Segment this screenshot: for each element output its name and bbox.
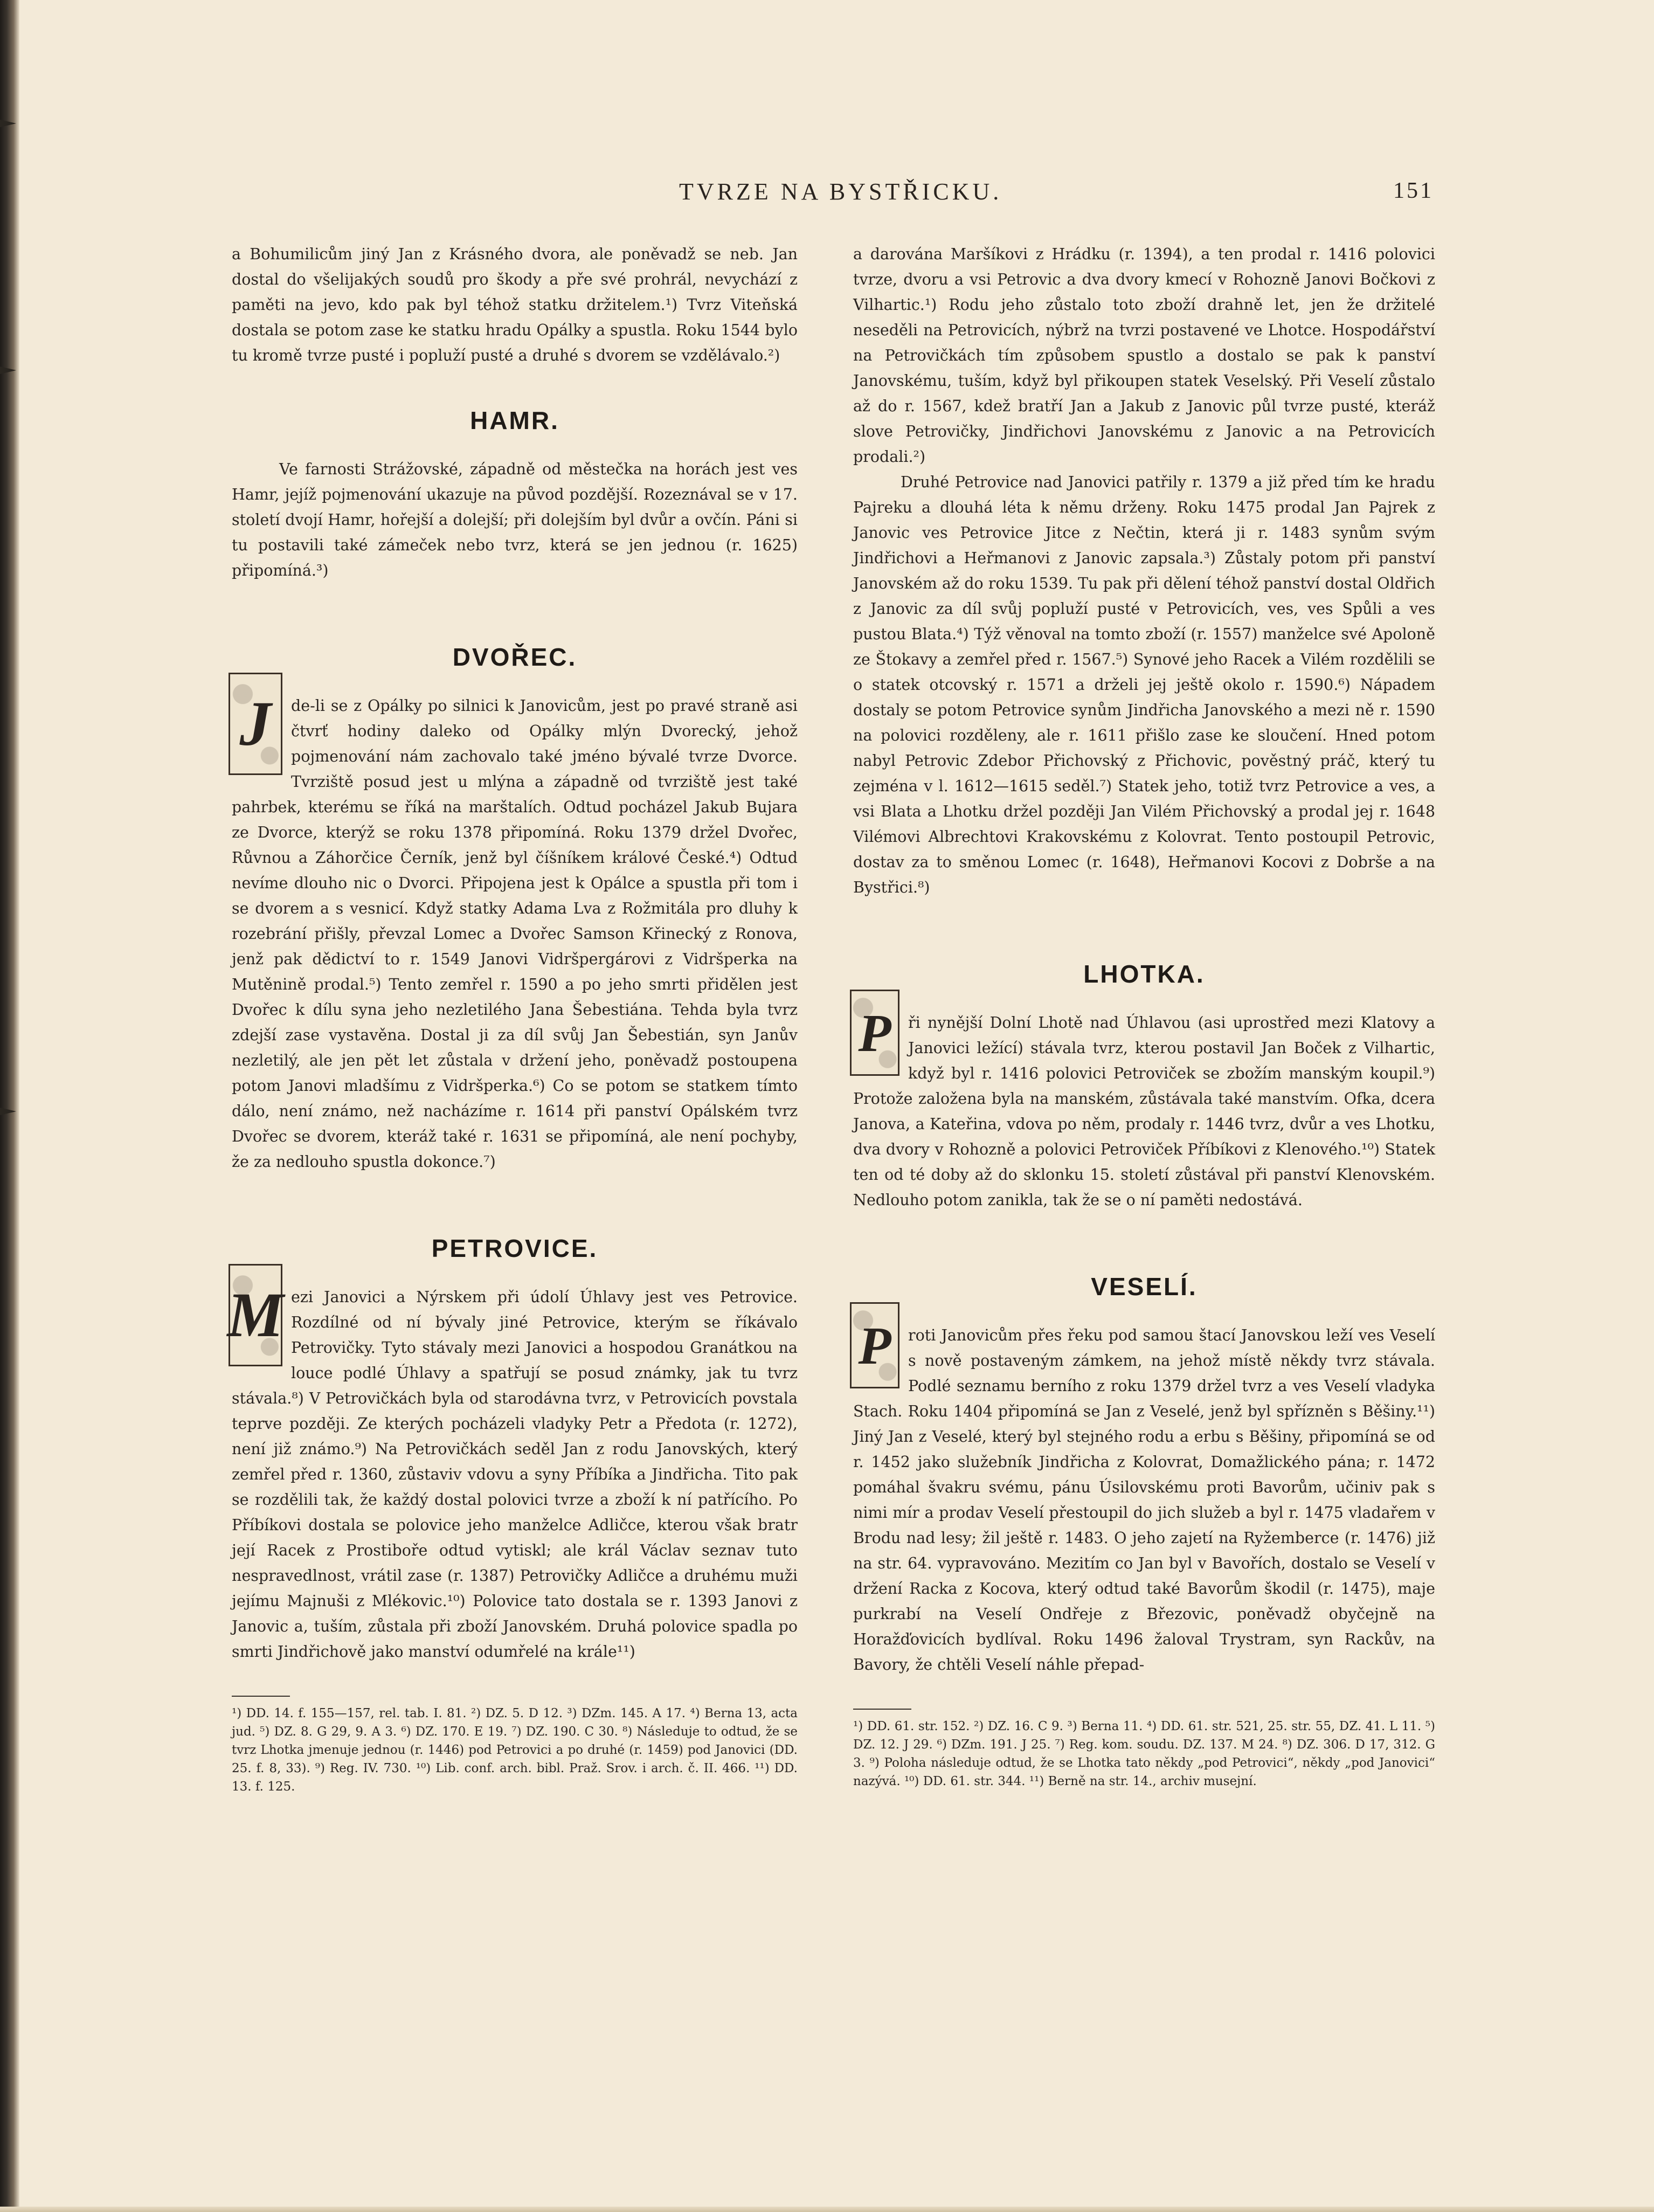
ornamental-initial: J [229,673,282,775]
footnote-rule [853,1709,911,1710]
running-title: TVRZE NA BYSTŘICKU. [679,178,1002,205]
section-heading-veseli: VESELÍ. [1091,1273,1198,1301]
veseli-paragraph: roti Janovicům přes řeku pod samou štací Janovskou leží ves Veselí s nově postaveným zámkem, na jehož místě někdy tvrz stávala. Podlé seznamu berního z roku 1379 držel tvrz a ves Veselí vladyka Stach. Roku 1404 připomíná se Jan z Veselé, jenž byl spřízněn s Běšiny.¹¹) Jiný Jan z Veselé, který byl stejného rodu a erbu s Běšiny, připomíná se od r. 1452 jako služebník Jindřicha z Kolovrat, Domažlického pána; r. 1472 pomáhal švakru svému, pánu Úsilovskému proti Bavorům, učiniv pak s nimi mír a prodav Veselí přestoupil do jich služeb a byl r. 1475 vladařem v Brodu nad lesy; žil ještě r. 1483. O jeho zajetí na Ryžemberce (r. 1476) již na str. 64. vypravováno. Mezitím co Jan byl v Bavořích, dostalo se Veselí v držení Racka z Kocova, který odtud také Bavorům škodil (r. 1475), maje purkrabí na Veselí Ondřeje z Březovic, poněvadž obyčejně na Horažďovicích bydlíval. Roku 1496 žaloval Trystram, syn Rackův, na Bavory, že chtěli Veselí náhle přepad- [853,1326,1435,1674]
section-spacer [853,900,1435,959]
ornamental-initial: M [229,1264,282,1366]
section-heading-hamr: HAMR. [470,406,559,434]
footnotes-right [853,1717,1435,1791]
section-heading-dvorec: DVOŘEC. [452,643,577,671]
intro-paragraph: a Bohumilicům jiný Jan z Krásného dvora, ale poněvadž se neb. Jan dostal do všelijakých soudů pro škody a pře své prohrál, nevychází z paměti na jevo, kdo pak byl téhož statku držitelem.¹) Tvrz Viteňská dostala se potom zase ke statku hradu Opálky a spustla. Roku 1544 bylo tu kromě tvrze pusté i popluží pusté a druhé s dvorem se vzdělávalo.²) [232,245,798,364]
right-column [853,241,1435,1791]
page-header [237,171,1434,209]
section-heading-lhotka: LHOTKA. [1083,960,1205,988]
veseli-section [853,1315,1435,1677]
lhotka-section [853,1003,1435,1213]
continuation-paragraph: a darována Maršíkovi z Hrádku (r. 1394), a ten prodal r. 1416 polovici tvrze, dvoru a vsi Petrovic a dva dvory kmecí v Rohozně Janovi Bočkovi z Vilhartic.¹) Rodu jeho zůstalo toto zboží drahně let, jen že držitelé neseděli na Petrovicích, nýbrž na tvrzi postavené ve Lhotce. Hospodářství na Petrovičkách tím způsobem spustlo a dostalo se pak k panství Janovskému, tuším, když byl přikoupen statek Veselský. Při Veselí zůstalo až do r. 1567, kdež bratří Jan a Jakub z Janovic půl tvrze pusté, kteráž slove Petrovičky, Jindřichovi Janovskému z Janovic a na Petrovicích prodali.²) [853,245,1435,466]
hamr-paragraph: Ve farnosti Strážovské, západně od městečka na horách jest ves Hamr, jejíž pojmenování ukazuje na původ pozdější. Rozeznával se v 17. století dvojí Hamr, hořejší a dolejší; při dolejším byl dvůr a ovčín. Páni si tu postavili také zámeček nebo tvrz, která se jen jednou (r. 1625) připomíná.³) [232,460,798,579]
page-binding-edge [0,0,19,2212]
footnotes-text: ¹) DD. 61. str. 152. ²) DZ. 16. C 9. ³) Berna 11. ⁴) DD. 61. str. 521, 25. str. 55, DZ. 41. L 11. ⁵) DZ. 12. J 29. ⁶) DZm. 191. J 25. ⁷) Reg. kom. soudu. DZ. 137. M 24. ⁸) DZ. 306. D 17, 312. G 3. ⁹) Poloha následuje odtud, že se Lhotka tato někdy „pod Petrovici“, někdy „pod Janovici“ nazývá. ¹⁰) DD. 61. str. 344. ¹¹) Berně na str. 14., archiv musejní. [853,1719,1435,1788]
footnotes-text: ¹) DD. 14. f. 155—157, rel. tab. I. 81. ²) DZ. 5. D 12. ³) DZm. 145. A 17. ⁴) Berna 13, acta jud. ⁵) DZ. 8. G 29, 9. A 3. ⁶) DZ. 170. E 19. ⁷) DZ. 190. C 30. ⁸) Následuje to odtud, že se tvrz Lhotka jmenuje jednou (r. 1446) pod Petrovici a po druhé (r. 1459) pod Janovici (DD. 25. f. 8, 33). ⁹) Reg. IV. 730. ¹⁰) Lib. conf. arch. bibl. Praž. Srov. i arch. č. II. 466. ¹¹) DD. 13. f. 125. [232,1706,798,1794]
page-number: 151 [1393,178,1434,203]
section-spacer [853,1213,1435,1272]
petrovice-paragraph: ezi Janovici a Nýrskem při údolí Úhlavy jest ves Petrovice. Rozdílné od ní bývaly jiné Petrovice, kterým se říkávalo Petrovičky. Tyto stávaly mezi Janovici a hospodou Granátkou na louce podlé Úhlavy a spatřují se posud známky, jak tu tvrz stávala.⁸) V Petrovičkách byla od starodávna tvrz, v Petrovicích povstala teprve později. Ze kterých pocházeli vladyky Petr a Předota (r. 1272), není již známo.⁹) Na Petrovičkách seděl Jan z rodu Janovských, který zemřel před r. 1360, zůstaviv vdovu a syny Příbíka a Jindřicha. Tito pak se rozdělili tak, že každý dostal polovici tvrze a zboží k ní patřícího. Po Příbíkovi dostala se polovice jeho manželce Adličce, kterou však bratr její Racek z Prostiboře odtud vytiskl; ale král Václav seznav tuto nespravedlnost, vrátil zase (r. 1387) Petrovičky Adličce a druhému muži jejímu Majnuši z Mlékovic.¹⁰) Polovice tato dostala se r. 1393 Janovi z Janovic a, tuším, zůstala při zboží Janovském. Druhá polovice spadla po smrti Jindřichově jako manství odumřelé na krále¹¹) [232,1288,798,1661]
petrovice-section [227,1280,798,1664]
footnotes-left [232,1704,798,1796]
ornamental-initial: P [850,990,899,1076]
dvorec-section [232,688,798,1174]
dvorec-paragraph: de-li se z Opálky po silnici k Janovicům, jest po pravé straně asi čtvrť hodiny daleko od Opálky mlýn Dvorecký, jehož pojmenování nám zachovalo také jméno bývalé tvrze Dvorce. Tvrziště posud jest u mlýna a západně od tvrziště jest také pahrbek, kterému se říká na marštalích. Odtud pocházel Jakub Bujara ze Dvorce, kterýž se roku 1378 připomíná. Roku 1379 držel Dvořec, Růvnou a Záhorčice Černík, jenž byl číšníkem králové České.⁴) Odtud nevíme dlouho nic o Dvorci. Připojena jest k Opálce a spustla při tom i se dvorem a s vesnicí. Když statky Adama Lva z Rožmitála pro dluhy k rozebrání přišly, převzal Lomec a Dvořec Samson Křinecký z Ronova, jenž pak dědictví to r. 1549 Janovi Vidršpergárovi z Vidršperka na Mutěnině prodal.⁵) Tento zemřel r. 1590 a po jeho smrti přidělen jest Dvořec k dílu syna jeho nezletilého Jana Šebestiána. Tehda byla tvrz zdejší zase vystavěna. Dostal ji za díl svůj Jan Šebestián, syn Janův nezletilý, ale jen pět let zůstala v držení jeho, poněvadž postoupena potom Janovi mladšímu z Vidršperka.⁶) Co se potom se statkem tímto dálo, není známo, než nacházíme r. 1614 při panství Opálském tvrz Dvořec se dvorem, kteráž také r. 1631 se připomíná, ale není pochyby, že za nedlouho spustla dokonce.⁷) [232,697,798,1171]
page-bottom-edge [0,2207,1654,2212]
ornamental-initial: P [850,1302,899,1388]
lhotka-paragraph: ři nynější Dolní Lhotě nad Úhlavou (asi uprostřed mezi Klatovy a Janovici ležící) stávala tvrz, kterou postavil Jan Boček z Vilhartic, když byl r. 1416 polovici Petroviček se zbožím manským koupil.⁹) Protože založena byla na manském, zůstávala také manstvím. Ofka, dcera Janova, a Kateřina, vdova po něm, prodaly r. 1446 tvrz, dvůr a ves Lhotku, dva dvory v Rohozně a polovici Petroviček Příbíkovi z Klenového.¹⁰) Statek ten od té doby až do sklonku 15. století zůstával při panství Klenovském. Nedlouho potom zanikla, tak že se o ní paměti nedostává. [853,1014,1435,1209]
section-spacer [232,368,798,406]
left-column [227,241,798,1796]
section-spacer [232,1174,798,1234]
footnote-rule [232,1696,290,1697]
section-heading-petrovice: PETROVICE. [431,1234,598,1262]
petrovice-paragraph-2: Druhé Petrovice nad Janovici patřily r. 1379 a již před tím ke hradu Pajreku a dlouhá léta k němu drženy. Roku 1475 prodal Jan Pajrek z Janovic ves Petrovice Jitce z Nečtin, která ji r. 1483 synům svým Jindřichovi a Heřmanovi z Janovic zapsala.³) Zůstaly potom při panství Janovském až do roku 1539. Tu pak při dělení téhož panství dostal Oldřich z Janovic za díl svůj popluží pusté v Petrovicích, ves, ves Spůli a ves pustou Blata.⁴) Týž věnoval na tomto zboží (r. 1557) manželce své Apoloně ze Štokavy a zemřel před r. 1567.⁵) Synové jeho Racek a Vilém rozdělili se o statek otcovský r. 1571 a drželi jej ještě okolo r. 1590.⁶) Nápadem dostaly se potom Petrovice synům Jindřicha Janovského a mezi ně r. 1590 na polovici rozděleny, ale r. 1611 přišlo zase ke sloučení. Hned potom nabyl Petrovic Zdebor Přichovský z Přichovic, pověstný práč, který tu zejména v l. 1612—1615 seděl.⁷) Statek jeho, totiž tvrz Petrovice a ves, a vsi Blata a Lhotku držel později Jan Vilém Přichovský a prodal jej r. 1648 Vilémovi Albrechtovi Krakovskému z Kolovrat. Tento postoupil Petrovic, dostav za to směnou Lomec (r. 1648), Heřmanovi Kocovi z Dobrše a na Bystřici.⁸) [853,473,1435,896]
section-spacer [232,583,798,642]
